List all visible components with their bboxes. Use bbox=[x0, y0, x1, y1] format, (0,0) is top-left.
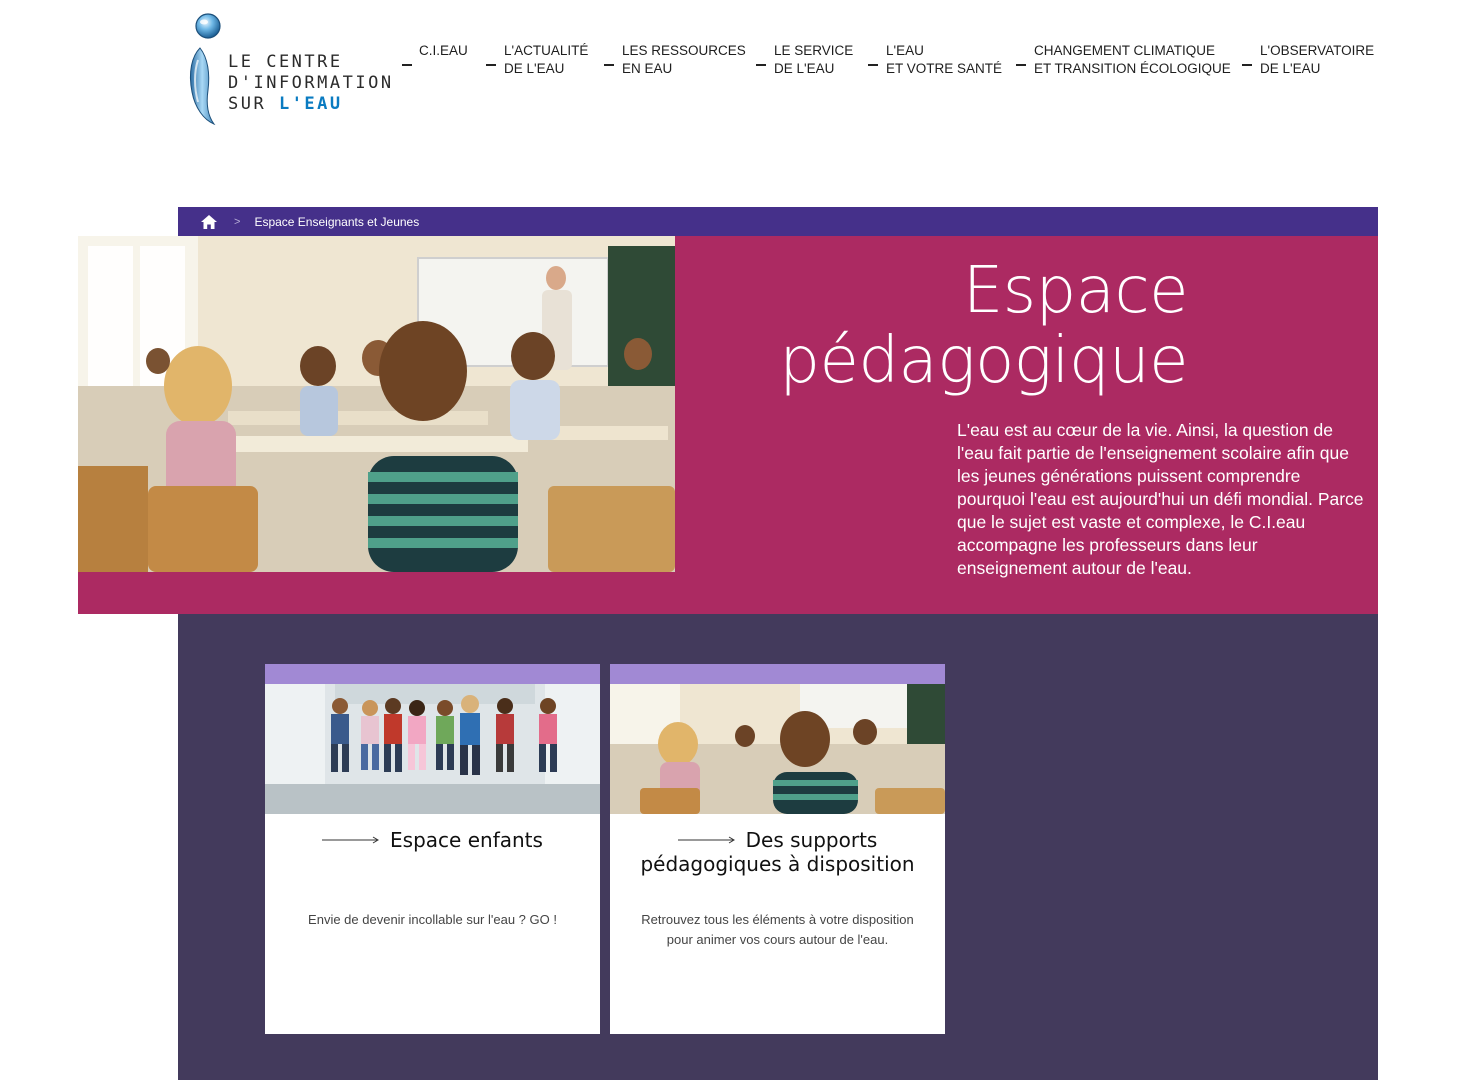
breadcrumb-separator: > bbox=[234, 215, 241, 228]
logo-line-3 bbox=[228, 94, 394, 115]
nav-item-label: DE L'EAU bbox=[504, 61, 565, 76]
page-title-line-1: Espace bbox=[962, 254, 1188, 328]
hero-banner bbox=[78, 236, 1378, 614]
nav-separator bbox=[1016, 64, 1026, 66]
breadcrumb-current[interactable]: Espace Enseignants et Jeunes bbox=[254, 214, 420, 229]
nav-item-label: LES RESSOURCES bbox=[622, 43, 746, 58]
site-logo[interactable] bbox=[186, 12, 416, 128]
nav-separator bbox=[1242, 64, 1252, 66]
card-description bbox=[630, 910, 925, 950]
nav-item-label: ET VOTRE SANTÉ bbox=[886, 61, 1003, 76]
card-description-line: pour animer vos cours autour de l'eau. bbox=[666, 932, 889, 947]
page-title bbox=[758, 256, 1188, 396]
card-description bbox=[285, 910, 580, 930]
card-title[interactable] bbox=[610, 828, 945, 876]
nav-separator bbox=[868, 64, 878, 66]
nav-separator bbox=[402, 64, 412, 66]
nav-item-label: CHANGEMENT CLIMATIQUE bbox=[1034, 43, 1216, 58]
card-title-text: Espace enfants bbox=[390, 828, 543, 852]
water-drop-i-logo bbox=[186, 12, 222, 128]
nav-separator bbox=[486, 64, 496, 66]
card-espace-enfants[interactable] bbox=[265, 664, 600, 1034]
logo-line-3-accent: L'EAU bbox=[278, 94, 343, 114]
home-icon[interactable] bbox=[200, 214, 218, 230]
nav-item-label: L'OBSERVATOIRE bbox=[1260, 43, 1375, 58]
nav-item-label: DE L'EAU bbox=[1260, 61, 1321, 76]
nav-item-cieau[interactable] bbox=[419, 42, 468, 60]
card-supports-pedagogiques[interactable] bbox=[610, 664, 945, 1034]
nav-item-label: EN EAU bbox=[622, 61, 673, 76]
card-accent-bar bbox=[265, 664, 600, 684]
page-title-line-2: pédagogique bbox=[779, 324, 1188, 398]
main-navigation bbox=[400, 42, 1375, 82]
arrow-right-icon bbox=[322, 835, 380, 845]
nav-item-label: C.I.EAU bbox=[419, 43, 468, 58]
hero-intro-text: L'eau est au cœur de la vie. Ainsi, la question de l'eau fait partie de l'enseignement scolaire afin que les jeunes générations puissent comprendre pourquoi l'eau est aujourd'hui un défi mondial. Parce que le sujet est vaste et complexe, le C.I.eau accompagne les professeurs dans leur enseignement autour de l'eau. bbox=[957, 420, 1364, 578]
card-accent-bar bbox=[610, 664, 945, 684]
card-title-text: Des supports bbox=[745, 828, 878, 852]
nav-item-ressources[interactable] bbox=[622, 42, 746, 78]
nav-item-actualite[interactable] bbox=[504, 42, 588, 78]
nav-separator bbox=[604, 64, 614, 66]
nav-item-label: L'ACTUALITÉ bbox=[504, 43, 589, 58]
card-description-line: Retrouvez tous les éléments à votre disposition bbox=[641, 912, 914, 927]
logo-line-2: D'INFORMATION bbox=[228, 73, 394, 93]
nav-separator bbox=[756, 64, 766, 66]
card-title-line-2: pédagogiques à disposition bbox=[640, 852, 915, 876]
classroom-small-illustration bbox=[610, 684, 945, 814]
nav-item-service[interactable] bbox=[774, 42, 853, 78]
classroom-photo bbox=[78, 236, 675, 572]
logo-line-1: LE CENTRE bbox=[228, 52, 343, 72]
classroom-illustration bbox=[78, 236, 675, 572]
breadcrumb bbox=[178, 207, 1378, 236]
nav-item-sante[interactable] bbox=[886, 42, 1002, 78]
nav-item-observatoire[interactable] bbox=[1260, 42, 1374, 78]
card-title[interactable] bbox=[265, 828, 600, 852]
card-title-line-1 bbox=[610, 828, 945, 852]
nav-item-label: L'EAU bbox=[886, 43, 924, 58]
nav-item-climat[interactable] bbox=[1034, 42, 1231, 78]
card-description-line: Envie de devenir incollable sur l'eau ? GO ! bbox=[308, 912, 557, 927]
logo-wordmark bbox=[228, 52, 394, 115]
logo-line-3-prefix: SUR bbox=[228, 94, 279, 114]
running-kids-photo bbox=[265, 684, 600, 814]
nav-item-label: DE L'EAU bbox=[774, 61, 835, 76]
classroom-photo-small bbox=[610, 684, 945, 814]
arrow-right-icon bbox=[678, 835, 736, 845]
nav-item-label: LE SERVICE bbox=[774, 43, 854, 58]
running-kids-illustration bbox=[265, 684, 600, 814]
nav-item-label: ET TRANSITION ÉCOLOGIQUE bbox=[1034, 61, 1231, 76]
